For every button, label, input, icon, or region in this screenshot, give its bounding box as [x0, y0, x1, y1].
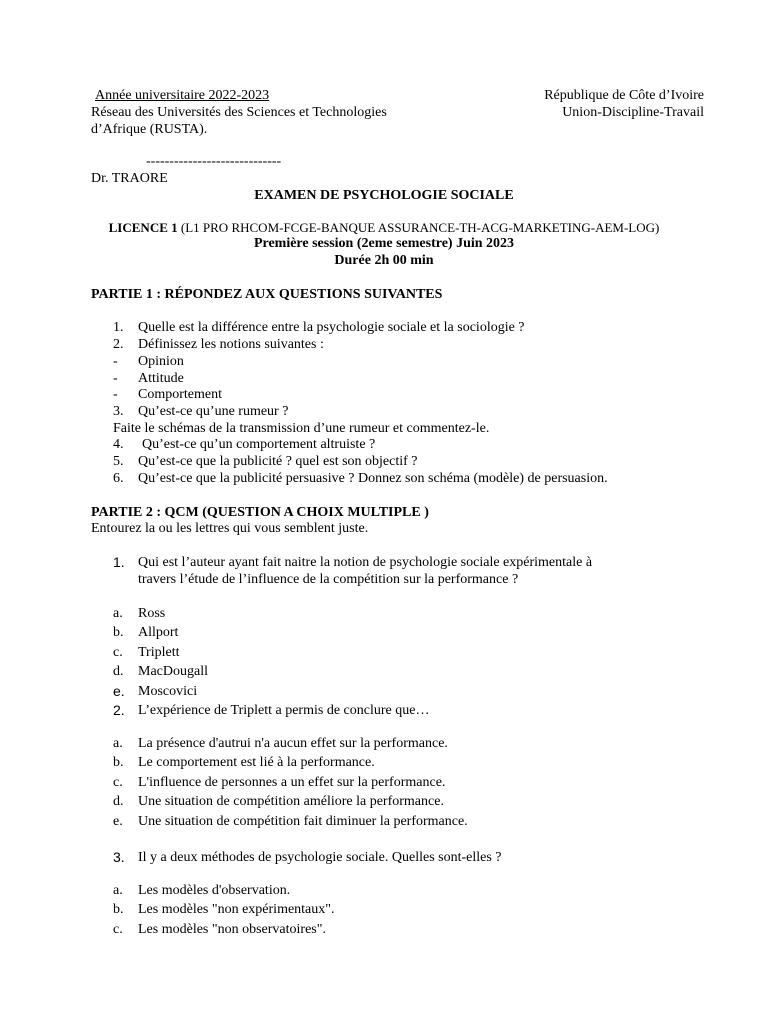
option-letter: a.	[113, 606, 123, 621]
duration-line: Durée 2h 00 min	[334, 253, 434, 268]
option-text: Ross	[138, 606, 166, 621]
q5-number: 5.	[113, 454, 124, 469]
session-line: Première session (2eme semestre) Juin 2023	[253, 236, 515, 251]
qcm-q3-line1: Il y a deux méthodes de psychologie sociale. Quelles sont-elles ?	[138, 850, 502, 865]
licence-label: LICENCE 1	[108, 220, 178, 235]
option-text: Une situation de compétition améliore la performance.	[138, 794, 444, 809]
option-letter: b.	[113, 625, 124, 640]
network-line2: d’Afrique (RUSTA).	[91, 122, 208, 137]
qcm-q2-number: 2.	[113, 702, 125, 718]
q2-number: 2.	[113, 337, 124, 352]
option-text: La présence d'autrui n'a aucun effet sur la performance.	[138, 736, 448, 751]
republic-name: République de Côte d’Ivoire	[544, 88, 704, 103]
q6-number: 6.	[113, 471, 124, 486]
option-text: Triplett	[138, 645, 180, 660]
academic-year: Année universitaire 2022-2023	[95, 88, 270, 103]
option-text: Les modèles "non observatoires".	[138, 922, 326, 937]
option-text: Moscovici	[138, 684, 198, 699]
part1-title: PARTIE 1 : RÉPONDEZ AUX QUESTIONS SUIVANTES	[91, 287, 443, 302]
notion-bullet: -	[113, 387, 118, 402]
q3-text: Qu’est-ce qu’une rumeur ?	[138, 404, 289, 419]
option-text: Une situation de compétition fait diminuer la performance.	[138, 814, 468, 829]
option-letter: e.	[113, 683, 125, 699]
q3-followup: Faite le schémas de la transmission d’une rumeur et commentez-le.	[113, 421, 490, 436]
option-letter: b.	[113, 902, 124, 917]
option-letter: d.	[113, 794, 124, 809]
option-letter: b.	[113, 755, 124, 770]
q1-text: Quelle est la différence entre la psychologie sociale et la sociologie ?	[138, 320, 525, 335]
option-letter: e.	[113, 814, 123, 829]
q4-number: 4.	[113, 437, 124, 452]
part2-instruction: Entourez la ou les lettres qui vous semblent juste.	[91, 521, 369, 536]
qcm-q1-number: 1.	[113, 554, 125, 570]
option-letter: a.	[113, 736, 123, 751]
national-motto: Union-Discipline-Travail	[562, 105, 704, 120]
qcm-q3-number: 3.	[113, 849, 125, 865]
qcm-q1-line2: travers l’étude de l’influence de la compétition sur la performance ?	[138, 572, 519, 587]
network-line1: Réseau des Universités des Sciences et Technologies	[91, 105, 387, 120]
q3-number: 3.	[113, 404, 124, 419]
notion-bullet: -	[113, 354, 118, 369]
option-text: Les modèles "non expérimentaux".	[138, 902, 335, 917]
notion-bullet: -	[113, 371, 118, 386]
notion-item: Attitude	[138, 371, 184, 386]
exam-title: EXAMEN DE PSYCHOLOGIE SOCIALE	[254, 188, 514, 203]
notion-item: Comportement	[138, 387, 222, 402]
qcm-q2-line1: L’expérience de Triplett a permis de conclure que…	[138, 703, 430, 718]
q4-text: Qu’est-ce qu’un comportement altruiste ?	[142, 437, 376, 452]
option-letter: a.	[113, 883, 123, 898]
teacher-name: Dr. TRAORE	[91, 171, 168, 186]
option-text: L'influence de personnes a un effet sur la performance.	[138, 775, 446, 790]
option-text: Le comportement est lié à la performance.	[138, 755, 375, 770]
option-letter: c.	[113, 645, 123, 660]
licence-line	[0, 219, 768, 236]
notion-item: Opinion	[138, 354, 184, 369]
part2-title: PARTIE 2 : QCM (QUESTION A CHOIX MULTIPLE )	[91, 505, 429, 520]
option-text: Allport	[138, 625, 179, 640]
option-text: MacDougall	[138, 664, 208, 679]
option-letter: c.	[113, 775, 123, 790]
signature-line: -----------------------------	[146, 154, 282, 169]
q1-number: 1.	[113, 320, 124, 335]
licence-programs: (L1 PRO RHCOM-FCGE-BANQUE ASSURANCE-TH-ACG-MARKETING-AEM-LOG)	[177, 220, 660, 235]
q2-text: Définissez les notions suivantes :	[138, 337, 324, 352]
q6-text: Qu’est-ce que la publicité persuasive ? Donnez son schéma (modèle) de persuasion.	[138, 471, 608, 486]
q5-text: Qu’est-ce que la publicité ? quel est son objectif ?	[138, 454, 418, 469]
option-letter: d.	[113, 664, 124, 679]
option-letter: c.	[113, 922, 123, 937]
qcm-q1-line1: Qui est l’auteur ayant fait naitre la notion de psychologie sociale expérimentale à	[138, 555, 593, 570]
option-text: Les modèles d'observation.	[138, 883, 291, 898]
